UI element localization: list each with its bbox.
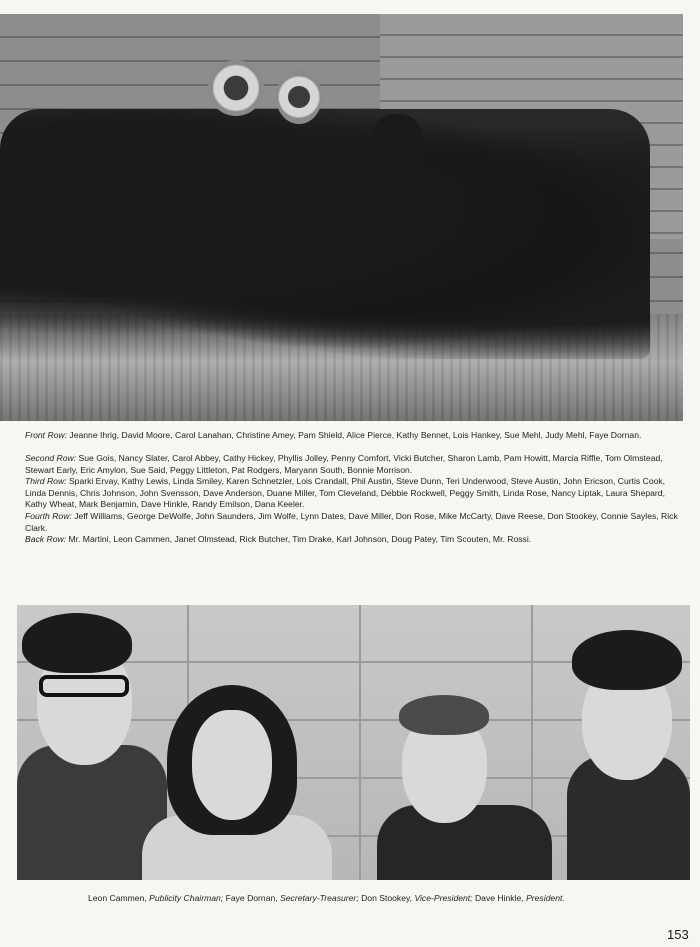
officer-name: Dave Hinkle, — [474, 893, 524, 903]
row-label: Fourth Row: — [25, 511, 72, 521]
caption-second-row — [25, 453, 685, 476]
officer-portrait — [567, 625, 690, 880]
officer-name: Faye Dornan, — [225, 893, 278, 903]
caption-third-row — [25, 476, 685, 511]
row-names: Sparki Ervay, Kathy Lewis, Linda Smiley, Karen Schnetzler, Lois Crandall, Phil Austin, Steve Dunn, Teri Underwood, Steve Austin, John Ericson, Curtis Cook, Linda Dennis, Chris Johnson, John Svensson, Dave Anderson, Duane Miller, Tom Cleveland, Debbie Rockwell, Peggy Smith, Linda Rose, Nancy Liptak, Laura Shepard, Kathy Wheat, Mark Benjamin, Dave Hinkle, Randy Emilson, Dana Keeler. — [25, 476, 666, 510]
page-number: 153 — [667, 927, 689, 942]
caption-back-row — [25, 534, 685, 546]
officer-title: Publicity Chairman; — [149, 893, 224, 903]
officer-name: Don Stookey, — [361, 893, 413, 903]
row-label: Second Row: — [25, 453, 77, 463]
officer-portrait — [377, 695, 552, 880]
row-label: Back Row: — [25, 534, 67, 544]
officer-portrait — [142, 675, 332, 880]
officer-title: Vice-President; — [414, 893, 473, 903]
sousaphone-bell — [208, 60, 264, 116]
officer-title: Secretary-Treasurer; — [280, 893, 359, 903]
band-group-photo — [0, 14, 683, 421]
row-names: Jeanne Ihrig, David Moore, Carol Lanahan, Christine Amey, Pam Shield, Alice Pierce, Kathy Bennet, Lois Hankey, Sue Mehl, Judy Mehl, Faye Dornan. — [69, 430, 642, 440]
row-names: Sue Gois, Nancy Slater, Carol Abbey, Cathy Hickey, Phyllis Jolley, Penny Comfort, Vicki Butcher, Sharon Lamb, Pam Howitt, Marcia Riffle, Tom Olmstead, Stewart Early, Eric Amylon, Sue Said, Peggy Littleton, Pat Rodgers, Maryann South, Bonnie Morrison. — [25, 453, 663, 475]
officer-name: Leon Cammen, — [88, 893, 147, 903]
row-label: Front Row: — [25, 430, 68, 440]
row-label: Third Row: — [25, 476, 67, 486]
caption-fourth-row — [25, 511, 685, 534]
row-names: Jeff Williams, George DeWolfe, John Saunders, Jim Wolfe, Lynn Dates, Dave Miller, Don Rose, Mike McCarty, Dave Reese, Don Stookey, Connie Sayles, Rick Clark. — [25, 511, 678, 533]
band-director — [372, 114, 422, 194]
sousaphone-bell — [276, 70, 322, 124]
band-members — [0, 109, 650, 359]
officers-caption — [88, 893, 648, 903]
row-names: Mr. Martini, Leon Cammen, Janet Olmstead, Rick Butcher, Tim Drake, Karl Johnson, Doug Patey, Tim Scouten, Mr. Rossi. — [68, 534, 532, 544]
officer-title: President. — [526, 893, 565, 903]
caption-front-row — [25, 430, 685, 442]
officers-photo — [17, 605, 690, 880]
